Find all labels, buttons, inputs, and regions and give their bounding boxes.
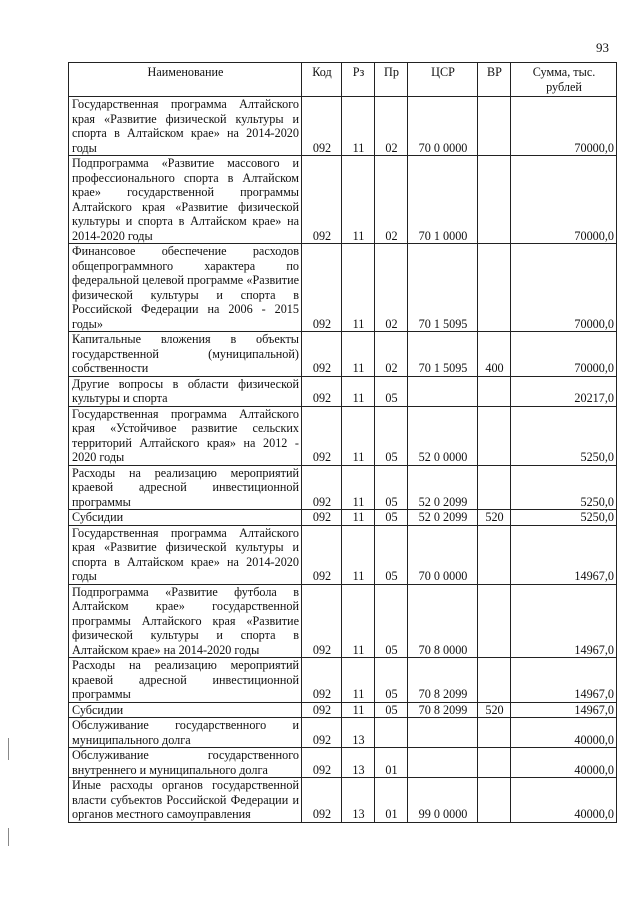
cell-kod: 092 xyxy=(302,465,342,510)
cell-sum: 40000,0 xyxy=(511,778,617,823)
table-row xyxy=(69,376,617,406)
table-row xyxy=(69,525,617,584)
cell-name: Расходы на реализацию мероприятий краевой адресной инвестиционной программы xyxy=(69,465,302,510)
cell-rz: 11 xyxy=(342,244,375,332)
cell-kod: 092 xyxy=(302,156,342,244)
cell-name: Государственная программа Алтайского края «Развитие физической культуры и спорта в Алтайском крае» на 2014-2020 годы xyxy=(69,97,302,156)
cell-csr: 99 0 0000 xyxy=(408,778,478,823)
cell-sum: 70000,0 xyxy=(511,97,617,156)
cell-pr: 05 xyxy=(375,584,408,658)
cell-rz: 13 xyxy=(342,778,375,823)
table-row xyxy=(69,465,617,510)
cell-csr: 70 1 5095 xyxy=(408,244,478,332)
cell-name: Субсидии xyxy=(69,702,302,718)
cell-rz: 11 xyxy=(342,97,375,156)
cell-rz: 11 xyxy=(342,702,375,718)
header-pr: Пр xyxy=(375,63,408,97)
header-name: Наименование xyxy=(69,63,302,97)
cell-sum: 70000,0 xyxy=(511,156,617,244)
cell-vr xyxy=(478,406,511,465)
cell-sum: 5250,0 xyxy=(511,510,617,526)
cell-pr: 05 xyxy=(375,658,408,703)
cell-vr: 520 xyxy=(478,510,511,526)
cell-kod: 092 xyxy=(302,510,342,526)
cell-vr xyxy=(478,244,511,332)
cell-rz: 13 xyxy=(342,718,375,748)
cell-rz: 11 xyxy=(342,658,375,703)
cell-sum: 14967,0 xyxy=(511,584,617,658)
cell-pr: 05 xyxy=(375,525,408,584)
cell-rz: 13 xyxy=(342,748,375,778)
cell-name: Финансовое обеспечение расходов общепрограммного характера по федеральной целевой программе «Развитие физической культуры и спорта в Российской Федерации на 2006 - 2015 годы» xyxy=(69,244,302,332)
table-row xyxy=(69,510,617,526)
cell-name: Расходы на реализацию мероприятий краевой адресной инвестиционной программы xyxy=(69,658,302,703)
cell-kod: 092 xyxy=(302,718,342,748)
cell-pr: 02 xyxy=(375,156,408,244)
cell-pr: 05 xyxy=(375,406,408,465)
cell-sum: 70000,0 xyxy=(511,332,617,377)
cell-vr xyxy=(478,718,511,748)
cell-pr: 01 xyxy=(375,778,408,823)
cell-pr: 05 xyxy=(375,376,408,406)
cell-rz: 11 xyxy=(342,584,375,658)
table-row xyxy=(69,332,617,377)
cell-rz: 11 xyxy=(342,465,375,510)
cell-name: Другие вопросы в области физической культуры и спорта xyxy=(69,376,302,406)
budget-table xyxy=(68,62,617,823)
header-kod: Код xyxy=(302,63,342,97)
cell-pr: 01 xyxy=(375,748,408,778)
cell-sum: 40000,0 xyxy=(511,748,617,778)
cell-sum: 14967,0 xyxy=(511,702,617,718)
cell-kod: 092 xyxy=(302,584,342,658)
cell-rz: 11 xyxy=(342,156,375,244)
cell-csr: 52 0 2099 xyxy=(408,510,478,526)
cell-vr xyxy=(478,465,511,510)
cell-pr: 02 xyxy=(375,332,408,377)
cell-kod: 092 xyxy=(302,778,342,823)
header-sum: Сумма, тыс. рублей xyxy=(511,63,617,97)
cell-kod: 092 xyxy=(302,748,342,778)
cell-name: Обслуживание государственного и муниципального долга xyxy=(69,718,302,748)
cell-csr: 70 8 0000 xyxy=(408,584,478,658)
cell-pr: 05 xyxy=(375,702,408,718)
cell-csr: 70 1 5095 xyxy=(408,332,478,377)
cell-vr: 520 xyxy=(478,702,511,718)
cell-csr: 70 8 2099 xyxy=(408,702,478,718)
cell-rz: 11 xyxy=(342,406,375,465)
table-row xyxy=(69,778,617,823)
cell-sum: 40000,0 xyxy=(511,718,617,748)
cell-csr: 70 8 2099 xyxy=(408,658,478,703)
header-csr: ЦСР xyxy=(408,63,478,97)
cell-csr xyxy=(408,376,478,406)
cell-name: Государственная программа Алтайского края «Устойчивое развитие сельских территорий Алтайского края» на 2012 - 2020 годы xyxy=(69,406,302,465)
page-number: 93 xyxy=(596,40,609,55)
cell-pr: 02 xyxy=(375,244,408,332)
table-row xyxy=(69,97,617,156)
table-row xyxy=(69,156,617,244)
cell-rz: 11 xyxy=(342,332,375,377)
cell-vr xyxy=(478,778,511,823)
cell-pr: 05 xyxy=(375,510,408,526)
cell-csr xyxy=(408,718,478,748)
cell-pr: 05 xyxy=(375,465,408,510)
cell-sum: 70000,0 xyxy=(511,244,617,332)
cell-kod: 092 xyxy=(302,702,342,718)
cell-csr: 52 0 2099 xyxy=(408,465,478,510)
header-vr: ВР xyxy=(478,63,511,97)
table-row xyxy=(69,406,617,465)
cell-sum: 20217,0 xyxy=(511,376,617,406)
table-row xyxy=(69,658,617,703)
cell-rz: 11 xyxy=(342,525,375,584)
cell-name: Подпрограмма «Развитие массового и профессионального спорта в Алтайском крае» государственной программы Алтайского края «Развитие физической культуры и спорта в Алтайском крае» на 2014-2020 годы xyxy=(69,156,302,244)
cell-name: Государственная программа Алтайского края «Развитие физической культуры и спорта в Алтайском крае» на 2014-2020 годы xyxy=(69,525,302,584)
cell-pr: 02 xyxy=(375,97,408,156)
margin-mark xyxy=(8,738,9,760)
cell-kod: 092 xyxy=(302,406,342,465)
cell-csr: 70 1 0000 xyxy=(408,156,478,244)
cell-vr xyxy=(478,584,511,658)
cell-kod: 092 xyxy=(302,658,342,703)
cell-kod: 092 xyxy=(302,376,342,406)
cell-vr xyxy=(478,525,511,584)
cell-sum: 5250,0 xyxy=(511,406,617,465)
cell-vr xyxy=(478,376,511,406)
cell-name: Иные расходы органов государственной власти субъектов Российской Федерации и органов местного самоуправления xyxy=(69,778,302,823)
cell-pr xyxy=(375,718,408,748)
cell-vr xyxy=(478,658,511,703)
cell-rz: 11 xyxy=(342,376,375,406)
table-body xyxy=(69,97,617,823)
table-row xyxy=(69,244,617,332)
cell-vr xyxy=(478,156,511,244)
cell-name: Обслуживание государственного внутреннего и муниципального долга xyxy=(69,748,302,778)
cell-csr xyxy=(408,748,478,778)
cell-rz: 11 xyxy=(342,510,375,526)
margin-mark xyxy=(8,828,9,846)
cell-sum: 14967,0 xyxy=(511,658,617,703)
table-row xyxy=(69,584,617,658)
cell-name: Капитальные вложения в объекты государственной (муниципальной) собственности xyxy=(69,332,302,377)
cell-vr xyxy=(478,97,511,156)
table-row xyxy=(69,748,617,778)
header-rz: Рз xyxy=(342,63,375,97)
cell-kod: 092 xyxy=(302,97,342,156)
table-header-row xyxy=(69,63,617,97)
table-row xyxy=(69,718,617,748)
cell-kod: 092 xyxy=(302,525,342,584)
cell-kod: 092 xyxy=(302,244,342,332)
cell-kod: 092 xyxy=(302,332,342,377)
cell-name: Подпрограмма «Развитие футбола в Алтайском крае» государственной программы Алтайского края «Развитие физической культуры и спорта в Алтайском крае» на 2014-2020 годы xyxy=(69,584,302,658)
cell-csr: 52 0 0000 xyxy=(408,406,478,465)
cell-sum: 5250,0 xyxy=(511,465,617,510)
table-row xyxy=(69,702,617,718)
cell-vr: 400 xyxy=(478,332,511,377)
cell-csr: 70 0 0000 xyxy=(408,97,478,156)
cell-sum: 14967,0 xyxy=(511,525,617,584)
cell-csr: 70 0 0000 xyxy=(408,525,478,584)
cell-vr xyxy=(478,748,511,778)
cell-name: Субсидии xyxy=(69,510,302,526)
